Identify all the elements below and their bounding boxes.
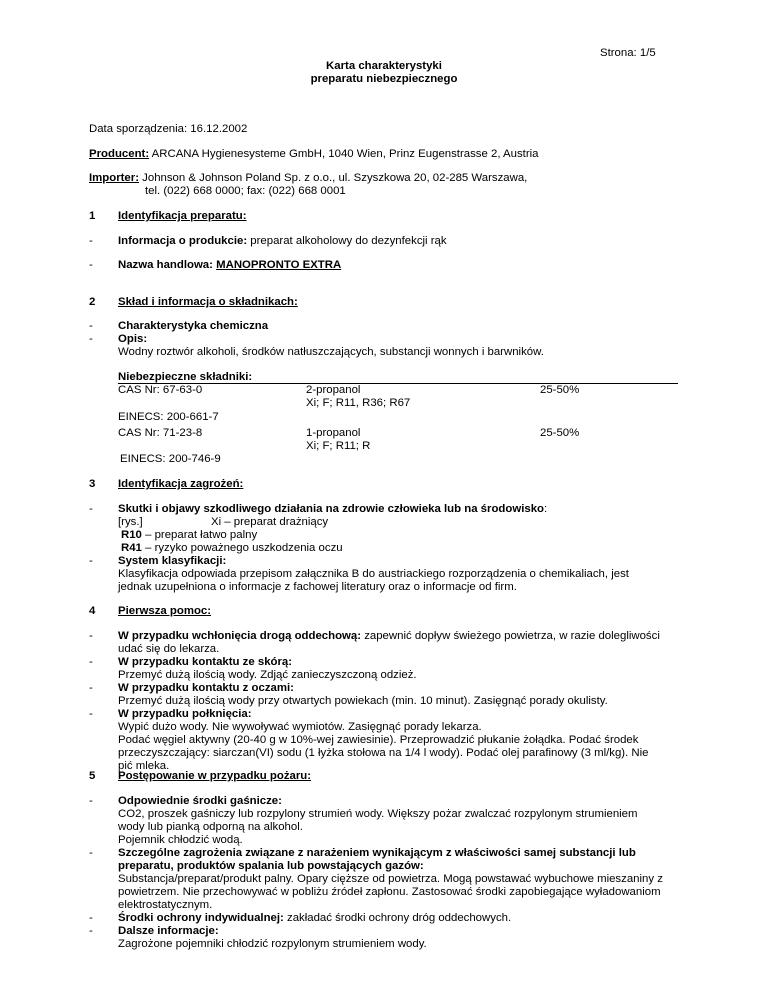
section-3-number: 3 xyxy=(89,478,96,490)
r10-label: R10 xyxy=(121,529,142,541)
swallowing-text: pić mleka. xyxy=(118,760,170,772)
importer-line xyxy=(89,172,527,185)
ppe-text: zakładać środki ochrony dróg oddechowych. xyxy=(283,912,512,924)
trade-name-value: MANOPRONTO EXTRA xyxy=(216,259,342,271)
dash: - xyxy=(89,708,93,720)
dash: - xyxy=(89,656,93,668)
inhalation-label: W przypadku wchłonięcia drogą oddechową: xyxy=(118,630,362,642)
extinguishing-text: wody lub pianką odporną na alkohol. xyxy=(118,821,303,833)
xi-classification: Xi – preparat drażniący xyxy=(211,516,329,528)
section-2-number: 2 xyxy=(89,296,96,308)
section-5-title: Postępowanie w przypadku pożaru: xyxy=(118,770,312,782)
dash: - xyxy=(89,555,93,567)
section-5-number: 5 xyxy=(89,770,96,782)
swallowing-text: Wypić dużo wody. Nie wywoływać wymiotów. Zasięgnąć porady lekarza. xyxy=(118,721,482,733)
dash: - xyxy=(89,925,93,937)
classification-system-label: System klasyfikacji: xyxy=(118,555,227,567)
special-hazards-label: preparatu, produktów spalania lub powstających gazów: xyxy=(118,860,424,872)
section-1-number: 1 xyxy=(89,210,96,222)
r41-text: – ryzyko poważnego uszkodzenia oczu xyxy=(141,542,343,554)
section-1-title: Identyfikacja preparatu: xyxy=(118,210,247,222)
health-effects xyxy=(118,503,547,516)
special-hazards-text: elektrostatycznym. xyxy=(118,899,213,911)
dash: - xyxy=(89,259,93,271)
skin-contact-text: Przemyć dużą ilością wody. Zdjąć zanieczyszczoną odzież. xyxy=(118,669,417,681)
inhalation-text-2: udać się do lekarza. xyxy=(118,643,220,655)
ppe-line xyxy=(118,912,511,925)
trade-name xyxy=(118,259,341,272)
component-1-name: 2-propanol xyxy=(306,384,361,396)
inhalation-text: zapewnić dopływ świeżego powietrza, w razie dolegliwości xyxy=(361,630,660,642)
dash: - xyxy=(89,235,93,247)
dash: - xyxy=(89,630,93,642)
special-hazards-text: powietrzem. Nie przechowywać w pobliżu źródeł zapłonu. Zastosować środki zapobiegające wyładowaniom xyxy=(118,886,661,898)
component-2-einecs: EINECS: 200-746-9 xyxy=(120,453,221,465)
chem-characteristics-label: Charakterystyka chemiczna xyxy=(118,320,269,332)
further-info-text: Zagrożone pojemniki chłodzić rozpylonym strumieniem wody. xyxy=(118,938,427,950)
dash: - xyxy=(89,795,93,807)
dash: - xyxy=(89,503,93,515)
hazardous-components-title: Niebezpieczne składniki: xyxy=(118,371,253,383)
component-1-class: Xi; F; R11, R36; R67 xyxy=(306,397,411,409)
health-effects-colon: : xyxy=(543,503,548,515)
extinguishing-text: CO2, proszek gaśniczy lub rozpylony strumień wody. Większy pożar zwalczać rozpylonym strumieniem xyxy=(118,808,638,820)
producer-line xyxy=(89,148,538,161)
section-3-title: Identyfikacja zagrożeń: xyxy=(118,478,244,490)
document-title-line2: preparatu niebezpiecznego xyxy=(310,73,458,85)
dash: - xyxy=(89,320,93,332)
swallowing-text: przeczyszczający: siarczan(VI) sodu (1 łyżka stołowa na 1/4 l wody). Podać olej parafinowy (3 ml/kg). Nie xyxy=(118,747,649,759)
r10-phrase xyxy=(121,529,257,542)
trade-name-label: Nazwa handlowa: xyxy=(118,259,217,271)
extinguishing-text: Pojemnik chłodzić wodą. xyxy=(118,834,243,846)
inhalation-line xyxy=(118,630,660,643)
ppe-label: Środki ochrony indywidualnej: xyxy=(118,912,284,924)
component-1-cas: CAS Nr: 67-63-0 xyxy=(118,384,203,396)
dash: - xyxy=(89,682,93,694)
importer-contact: tel. (022) 668 0000; fax: (022) 668 0001 xyxy=(145,185,346,197)
dash: - xyxy=(89,912,93,924)
classification-system-text: jednak uzupełniona o informacje z fachowej literatury oraz o informacje od firm. xyxy=(118,581,517,593)
component-1-einecs: EINECS: 200-661-7 xyxy=(118,411,219,423)
r10-text: – preparat łatwo palny xyxy=(141,529,258,541)
importer-label: Importer: xyxy=(89,172,139,184)
component-2-class: Xi; F; R11; R xyxy=(306,440,371,452)
component-2-cas: CAS Nr: 71-23-8 xyxy=(118,427,203,439)
special-hazards-label: Szczególne zagrożenia związane z narażeniem wynikającym z właściwości samej substancji lub xyxy=(118,847,636,859)
extinguishing-label: Odpowiednie środki gaśnicze: xyxy=(118,795,282,807)
health-effects-label: Skutki i objawy szkodliwego działania na zdrowie człowieka lub na środowisko xyxy=(118,503,544,515)
page-number: Strona: 1/5 xyxy=(600,47,656,59)
component-2-percent: 25-50% xyxy=(540,427,580,439)
producer-text: ARCANA Hygienesysteme GmbH, 1040 Wien, Prinz Eugenstrasse 2, Austria xyxy=(149,148,539,160)
dash: - xyxy=(89,847,93,859)
r41-phrase xyxy=(121,542,343,555)
importer-text: Johnson & Johnson Poland Sp. z o.o., ul. Szyszkowa 20, 02-285 Warszawa, xyxy=(139,172,528,184)
eye-contact-text: Przemyć dużą ilością wody przy otwartych powiekach (min. 10 minut). Zasięgnąć porady okulisty. xyxy=(118,695,608,707)
component-1-percent: 25-50% xyxy=(540,384,580,396)
further-info-label: Dalsze informacje: xyxy=(118,925,219,937)
product-info xyxy=(118,235,447,248)
product-info-text: preparat alkoholowy do dezynfekcji rąk xyxy=(247,235,447,247)
section-2-title: Skład i informacja o składnikach: xyxy=(118,296,298,308)
swallowing-text: Podać węgiel aktywny (20-40 g w 10%-wej zawiesinie). Przeprowadzić płukanie żołądka. Podać środek xyxy=(118,734,639,746)
description-label: Opis: xyxy=(118,333,148,345)
component-2-name: 1-propanol xyxy=(306,427,361,439)
document-title-line1: Karta charakterystyki xyxy=(326,60,442,72)
section-4-number: 4 xyxy=(89,605,96,617)
skin-contact-label: W przypadku kontaktu ze skórą: xyxy=(118,656,293,668)
r41-label: R41 xyxy=(121,542,142,554)
pictogram-placeholder: [rys.] xyxy=(118,516,143,528)
swallowing-label: W przypadku połknięcia: xyxy=(118,708,252,720)
special-hazards-text: Substancja/preparat/produkt palny. Opary cięższe od powietrza. Mogą powstawać wybuchowe mieszaniny z xyxy=(118,873,663,885)
producer-label: Producent: xyxy=(89,148,150,160)
product-info-label: Informacja o produkcie: xyxy=(118,235,248,247)
description-text: Wodny roztwór alkoholi, środków natłuszczających, substancji wonnych i barwników. xyxy=(118,346,544,358)
classification-system-text: Klasyfikacja odpowiada przepisom załącznika B do austriackiego rozporządzenia o chemikaliach, jest xyxy=(118,568,629,580)
eye-contact-label: W przypadku kontaktu z oczami: xyxy=(118,682,294,694)
section-4-title: Pierwsza pomoc: xyxy=(118,605,212,617)
dash: - xyxy=(89,333,93,345)
preparation-date: Data sporządzenia: 16.12.2002 xyxy=(89,123,248,135)
